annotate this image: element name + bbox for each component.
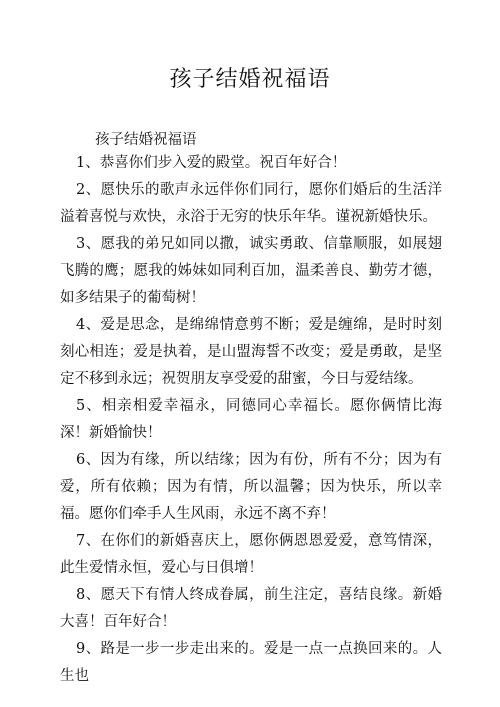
list-item: 2、愿快乐的歌声永远伴你们同行，愿你们婚后的生活洋溢着喜悦与欢快，永浴于无穷的快乐年华。谨祝新婚快乐。 <box>60 182 442 225</box>
list-item: 4、爱是思念，是绵绵情意剪不断；爱是缠绵，是时时刻刻心相连；爱是执着，是山盟海誓不改变；爱是勇敢，是坚定不移到永远；祝贺朋友享受爱的甜蜜，今日与爱结缘。 <box>60 317 442 387</box>
list-item: 1、恭喜你们步入爱的殿堂。祝百年好合！ <box>76 155 347 171</box>
list-item: 9、路是一步一步走出来的。爱是一点一点换回来的。人生也 <box>60 641 442 684</box>
document-subtitle: 孩子结婚祝福语 <box>95 132 197 148</box>
list-item: 3、愿我的弟兄如同以撒，诚实勇敢、信靠顺服，如展翅飞腾的鹰；愿我的姊妹如同利百加，温柔善良、勤劳才德，如多结果子的葡萄树！ <box>60 236 442 306</box>
list-item: 6、因为有缘，所以结缘；因为有份，所有不分；因为有爱，所有依赖；因为有情，所以温馨；因为快乐，所以幸福。愿你们牵手人生风雨，永远不离不弃！ <box>60 452 442 522</box>
blessing-list <box>60 150 442 690</box>
list-item: 7、在你们的新婚喜庆上，愿你俩恩恩爱爱，意笃情深，此生爱情永恒，爱心与日俱增！ <box>60 533 442 576</box>
list-item: 8、愿天下有情人终成眷属，前生注定，喜结良缘。新婚大喜！百年好合！ <box>60 587 442 630</box>
list-item: 5、相亲相爱幸福永，同德同心幸福长。愿你俩情比海深！新婚愉快！ <box>60 398 442 441</box>
document-title: 孩子结婚祝福语 <box>169 67 331 92</box>
